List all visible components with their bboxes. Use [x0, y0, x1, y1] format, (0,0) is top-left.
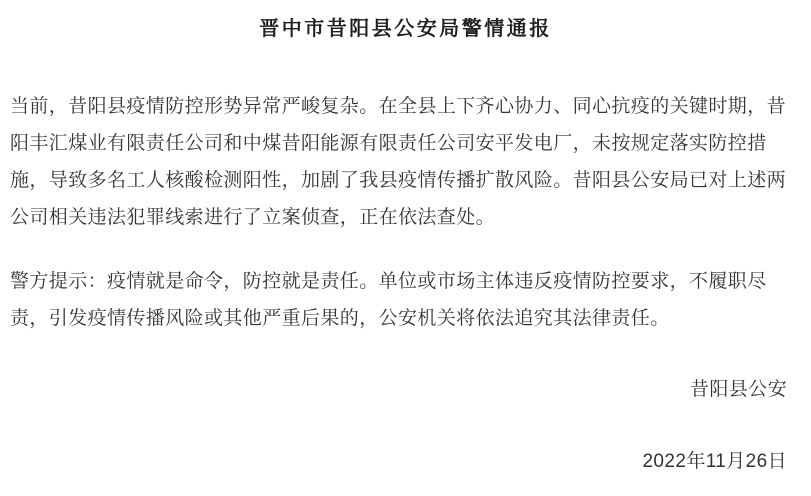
- notice-paragraph-main: 当前，昔阳县疫情防控形势异常严峻复杂。在全县上下齐心协力、同心抗疫的关键时期，昔阳丰汇煤业有限责任公司和中煤昔阳能源有限责任公司安平发电厂，未按规定落实防控措施，导致多名工人核酸检测阳性，加剧了我县疫情传播扩散风险。昔阳县公安局已对上述两公司相关违法犯罪线索进行了立案侦查，正在依法查处。: [10, 96, 787, 228]
- notice-title: 晋中市昔阳县公安局警情通报: [259, 18, 552, 40]
- notice-body: [0, 88, 811, 480]
- notice-document: [0, 14, 811, 496]
- notice-date: 2022年11月26日: [642, 451, 787, 472]
- notice-paragraph-warning: 警方提示：疫情就是命令，防控就是责任。单位或市场主体违反疫情防控要求，不履职尽责，引发疫情传播风险或其他严重后果的，公安机关将依法追究其法律责任。: [10, 271, 767, 329]
- signature: 昔阳县公安: [689, 379, 787, 400]
